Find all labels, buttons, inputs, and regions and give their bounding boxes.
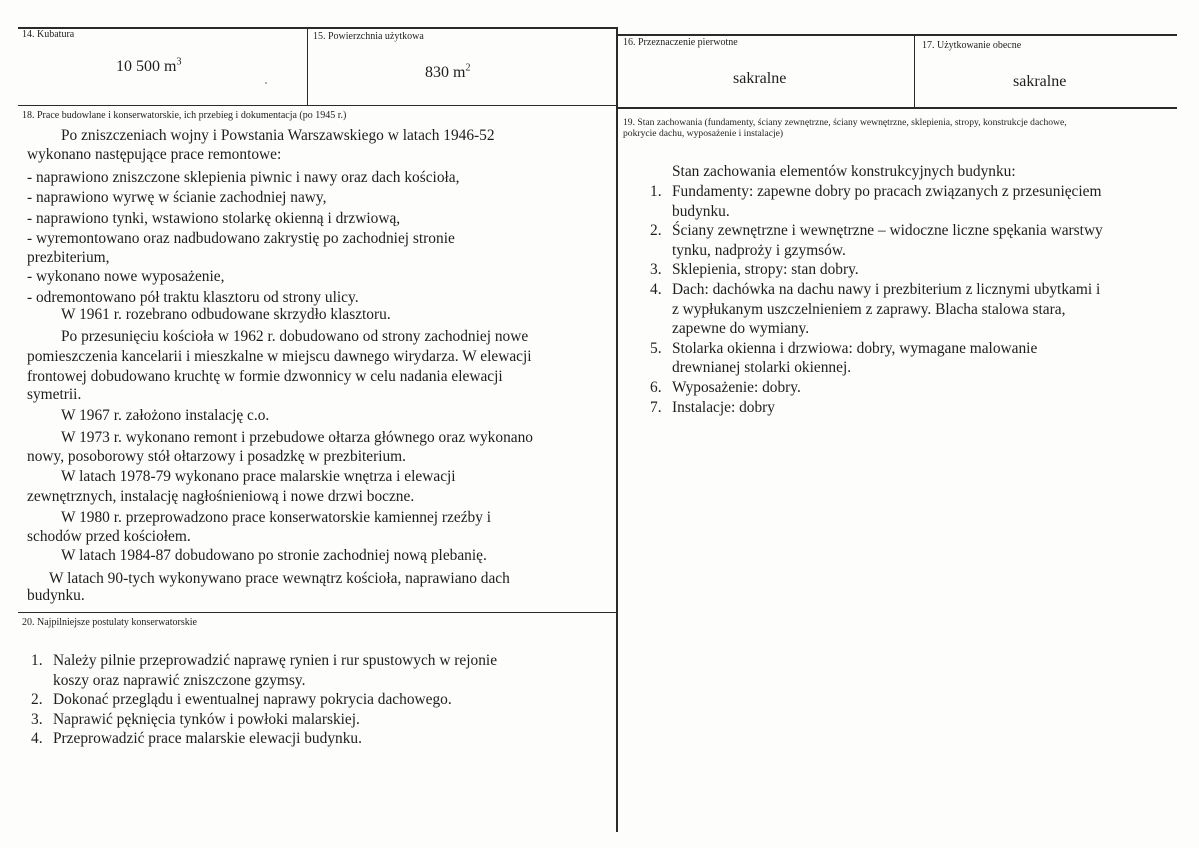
top-border-left (18, 27, 617, 29)
list-item-text: Wyposażenie: dobry. (672, 378, 801, 396)
section-18-line: - naprawiono wyrwę w ścianie zachodniej nawy, (27, 189, 327, 206)
field-14-value (116, 58, 181, 76)
list-item-number: 7. (650, 398, 662, 416)
list-item-number: 2. (31, 691, 43, 709)
section-18-line: - naprawiono tynki, wstawiono stolarkę okienną i drzwiową, (27, 210, 401, 227)
field-14-value-unit-exponent: 3 (176, 56, 182, 68)
field-14-value-text: 10 500 m (116, 58, 177, 75)
section-18-line: W latach 1978-79 wykonano prace malarskie wnętrza i elewacji (61, 468, 456, 485)
header-bottom-border-right (617, 107, 1177, 109)
section-18-label: 18. Prace budowlane i konserwatorskie, ich przebieg i dokumentacja (po 1945 r.) (22, 110, 347, 121)
section-18-line: frontowej dobudowano kruchtę w formie dzwonnicy w celu nadania elewacji (27, 368, 503, 385)
list-item (31, 690, 601, 710)
field-17-value: sakralne (1013, 73, 1067, 90)
section-18-line: - wykonano nowe wyposażenie, (27, 268, 225, 285)
list-item-text: Ściany zewnętrzne i wewnętrzne – widoczne liczne spękania warstwy tynku, nadproży i gzymsów. (672, 222, 1103, 259)
list-item-text: Dokonać przeglądu i ewentualnej naprawy pokrycia dachowego. (53, 691, 452, 709)
col-divider-main (616, 27, 618, 832)
list-item (650, 339, 1170, 378)
section-19-intro: Stan zachowania elementów konstrukcyjnych budynku: (672, 163, 1016, 180)
list-item-number: 3. (650, 261, 662, 279)
list-item-text: Instalacje: dobry (672, 398, 775, 416)
list-item-number: 3. (31, 710, 43, 728)
list-item (650, 221, 1170, 260)
list-item-number: 5. (650, 339, 662, 357)
list-item (650, 398, 1170, 418)
list-item-number: 4. (31, 730, 43, 748)
list-item-number: 6. (650, 378, 662, 396)
section-18-line: zewnętrznych, instalację nagłośnieniową i nowe drzwi boczne. (27, 488, 415, 505)
list-item (31, 710, 601, 730)
section-18-line: W 1961 r. rozebrano odbudowane skrzydło klasztoru. (61, 306, 391, 323)
list-item (31, 729, 601, 749)
list-item-text: Fundamenty: zapewne dobry po pracach związanych z przesunięciem budynku. (672, 183, 1102, 220)
section-18-line: - naprawiono zniszczone sklepienia piwnic i nawy oraz dach kościoła, (27, 169, 460, 186)
section-18-line: pomieszczenia kancelarii i mieszkalne w miejscu dawnego wirydarza. W elewacji (27, 348, 532, 365)
list-item-number: 1. (650, 183, 662, 200)
col-divider-14-15 (307, 27, 308, 105)
field-14-label: 14. Kubatura (22, 29, 75, 40)
section-20-label: 20. Najpilniejsze postulaty konserwatorskie (22, 617, 197, 628)
field-15-label: 15. Powierzchnia użytkowa (313, 31, 424, 42)
list-item-text: Sklepienia, stropy: stan dobry. (672, 261, 859, 279)
col-divider-16-17 (914, 34, 915, 108)
field-17-label: 17. Użytkowanie obecne (922, 40, 1022, 51)
list-item-text: Naprawić pęknięcia tynków i powłoki malarskiej. (53, 710, 360, 728)
list-item (650, 182, 1170, 221)
scan-speck (265, 82, 267, 84)
list-item-text: Dach: dachówka na dachu nawy i prezbiterium z licznymi ubytkami i z wypłukanym uszczelnieniem z zaprawy. Blacha stalowa stara, zapewne do wymiany. (672, 280, 1101, 338)
field-15-value (425, 64, 470, 82)
section18-bottom-border (18, 612, 617, 613)
section-18-line: prezbiterium, (27, 249, 110, 266)
field-15-value-unit-exponent: 2 (465, 62, 471, 74)
list-item-number: 4. (650, 280, 662, 298)
section-19-label: 19. Stan zachowania (fundamenty, ściany zewnętrzne, ściany wewnętrzne, sklepienia, stropy, konstrukcje dachowe, pokrycie dachu, wyposażenie i instalacje) (623, 117, 1067, 139)
field-16-label: 16. Przeznaczenie pierwotne (623, 37, 738, 48)
list-item-number: 2. (650, 222, 662, 240)
section-20-list (31, 651, 601, 749)
section-18-line: Po przesunięciu kościoła w 1962 r. dobudowano od strony zachodniej nowe (61, 328, 529, 345)
section-18-line: schodów przed kościołem. (27, 528, 191, 545)
section-18-line: W 1980 r. przeprowadzono prace konserwatorskie kamiennej rzeźby i (61, 509, 492, 526)
section-18-line: wykonano następujące prace remontowe: (27, 146, 282, 163)
list-item (650, 378, 1170, 398)
section-18-line: nowy, posoborowy stół ołtarzowy i posadzkę w prezbiterium. (27, 448, 406, 465)
list-item-text: Przeprowadzić prace malarskie elewacji budynku. (53, 730, 362, 748)
section-18-line: symetrii. (27, 386, 82, 403)
section-18-line: W 1967 r. założono instalację c.o. (61, 407, 270, 424)
list-item (650, 280, 1170, 339)
list-item-number: 1. (31, 652, 43, 669)
list-item (31, 651, 601, 690)
section-18-line: W latach 90-tych wykonywano prace wewnątrz kościoła, naprawiano dach (49, 570, 510, 587)
section-18-line: budynku. (27, 587, 85, 604)
list-item-text: Stolarka okienna i drzwiowa: dobry, wymagane malowanie drewnianej stolarki okiennej. (672, 339, 1038, 377)
header-bottom-border-left (18, 105, 617, 106)
section-18-line: W 1973 r. wykonano remont i przebudowe ołtarza głównego oraz wykonano (61, 429, 533, 446)
section-18-line: W latach 1984-87 dobudowano po stronie zachodniej nową plebanię. (61, 547, 487, 564)
section-18-line: - wyremontowano oraz nadbudowano zakrystię po zachodniej stronie (27, 230, 455, 247)
top-border-right (617, 34, 1177, 36)
list-item-text: Należy pilnie przeprowadzić naprawę rynien i rur spustowych w rejonie koszy oraz naprawić zniszczone gzymsy. (53, 652, 498, 689)
field-15-value-text: 830 m (425, 64, 466, 81)
section-18-line: Po zniszczeniach wojny i Powstania Warszawskiego w latach 1946-52 (61, 127, 495, 144)
section-18-line: - odremontowano pół traktu klasztoru od strony ulicy. (27, 289, 359, 306)
list-item (650, 260, 1170, 280)
field-16-value: sakralne (733, 70, 787, 87)
section-19-list (650, 182, 1170, 417)
